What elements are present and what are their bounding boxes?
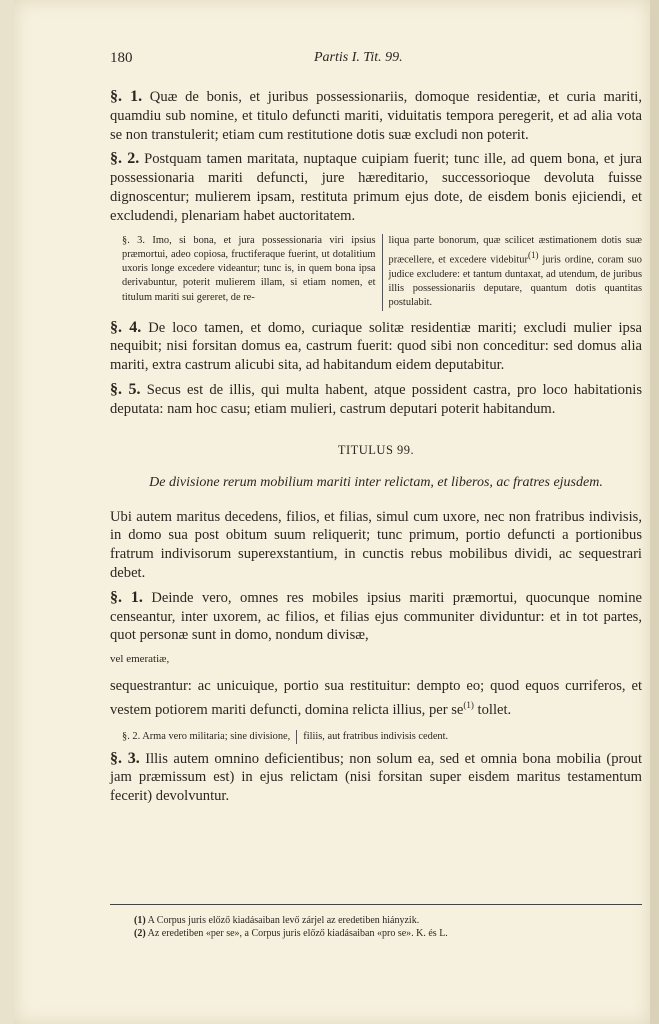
book-page <box>14 0 650 1024</box>
footnote-marker: (1) <box>527 249 539 260</box>
section-mark: §. 5. <box>110 380 141 398</box>
section-mark: §. 1. <box>110 88 143 105</box>
paragraph-text: Secus est de illis, qui multa habent, atque possident castra, pro loco habitationis deputata: nam hoc casu; etiam mulieri, castrum deputari poterit habitandum. <box>110 381 643 417</box>
paragraph-sec-2 <box>110 150 642 225</box>
paragraph-text: Illis autem omnino deficientibus; non solum ea, sed et omnia bona mobilia (prout jam præmissum est) in ejus relictam (nisi forsitan super eisdem maritus testamentum fecerit) devolvuntur. <box>110 750 642 805</box>
section-mark: §. 3. <box>110 749 140 767</box>
paragraph-text: Ubi autem maritus decedens, filios, et filias, simul cum uxore, nec non fratribus indivisis, in domo sua post obitum suum reliquerit; tunc primum, portio defuncti a portionibus fratrum indivisorum superexstantium, in cunctis rebus mobilibus dividi, ac sequestrari debet. <box>110 508 642 581</box>
variant-reading: vel emeratiæ, <box>110 653 170 666</box>
paragraph-continuation <box>110 677 642 719</box>
section-mark: §. 2. <box>110 150 140 168</box>
paragraph-sec-4 <box>110 319 642 375</box>
footnote-marker: (1) <box>463 699 474 710</box>
page-header <box>14 50 650 70</box>
note-left-column: §. 2. Arma vero militaria; sine divisione, <box>110 730 297 744</box>
footnote-number: (1) <box>134 915 146 926</box>
paragraph-t99-sec-3 <box>110 750 642 806</box>
paragraph-text: sequestrantur: ac unicuique, portio sua restituitur: dempto eo; quod equos curriferos, et vestem potiorem mariti defuncti, domina relicta illius, per se <box>110 678 642 718</box>
paragraph-text: tollet. <box>473 701 512 718</box>
page-edge <box>650 0 659 1024</box>
note-right-column: filiis, aut fratribus indivisis cedent. <box>303 730 449 742</box>
running-title: Partis I. Tit. 99. <box>314 50 403 65</box>
page-number: 180 <box>110 50 133 66</box>
paragraph-text: Deinde vero, omnes res mobiles ipsius mariti præmortui, quocunque nomine censeantur, inter uxorem, ac filios, et filias ejus communiter dividuntur: et in tot partes, quot personæ sunt in domo, nondum divisæ, <box>110 589 642 644</box>
footnote-divider <box>110 904 642 905</box>
footnote-2 <box>134 927 642 940</box>
paragraph-t99-sec-1 <box>110 589 642 645</box>
footnote-1 <box>134 914 642 927</box>
section-mark: §. 1. <box>110 588 143 606</box>
paragraph-intro <box>110 508 642 583</box>
footnote-text: Az eredetiben «per se», a Corpus juris előző kiadásaiban «pro se». K. és L. <box>145 928 448 939</box>
paragraph-sec-1 <box>110 88 642 144</box>
title-subtitle: De divisione rerum mobilium mariti inter relictam, et liberos, ac fratres ejusdem. <box>149 474 603 490</box>
paragraph-text: Quæ de bonis, et juribus possessionariis, domoque residentiæ, et curia mariti, quamdiu sub nomine, et titulo defuncti mariti, viduitatis tempora peregerit, et ad alia vota se non transtulerit; etiam cum restitutione dotis suæ excludi non poterit. <box>110 89 643 143</box>
note-text: juris ordine, coram suo judice excludere: et tantum duntaxat, ad utendum, de juribus illis possessionariis deputare, quantum dotis quantitas postulabit. <box>388 254 642 309</box>
note-section-3 <box>110 234 642 311</box>
paragraph-sec-5 <box>110 381 642 419</box>
note-section-2 <box>110 730 642 744</box>
footnote-text: A Corpus juris előző kiadásaiban levő zárjel az eredetiben hiányzik. <box>145 915 420 926</box>
footnote-number: (2) <box>134 928 146 939</box>
note-right-column <box>383 234 643 311</box>
note-left-column: §. 3. Imo, si bona, et jura possessionaria viri ipsius præmortui, adeo copiosa, fructiferaque fuerint, ut dotalitium uxoris longe excedere videantur; tunc is, in quem bona ipsa derivabuntur, poterit mulierem illam, si etiam nomen, et titulum mariti sui gereret, de re- <box>110 234 383 311</box>
footnotes <box>134 914 642 940</box>
paragraph-text: De loco tamen, et domo, curiaque solitæ residentiæ mariti; excludi mulier ipsa nequibit; nisi forsitan domus ea, castrum fuerit: quod sibi non conceditur: sed domus alia mariti, extra castrum alicubi sita, ad habitandum eidem deputabitur. <box>110 319 643 374</box>
paragraph-text: Postquam tamen maritata, nuptaque cuipiam fuerit; tunc ille, ad quem bona, et jura possessionaria mariti defuncti, jure hæreditario, successorioque devoluta fuisse dignoscentur; mulierem ipsam, restituta primum ejus dote, de eisdem bonis ejiciendi, et excludendi, plenariam habet auctoritatem. <box>110 151 643 224</box>
page-body <box>110 88 642 812</box>
section-mark: §. 4. <box>110 318 142 336</box>
title-heading: TITULUS 99. <box>337 442 415 457</box>
note-text: liqua parte bonorum, quæ scilicet æstimationem dotis suæ præcellere, et excedere videbitur <box>388 234 642 266</box>
